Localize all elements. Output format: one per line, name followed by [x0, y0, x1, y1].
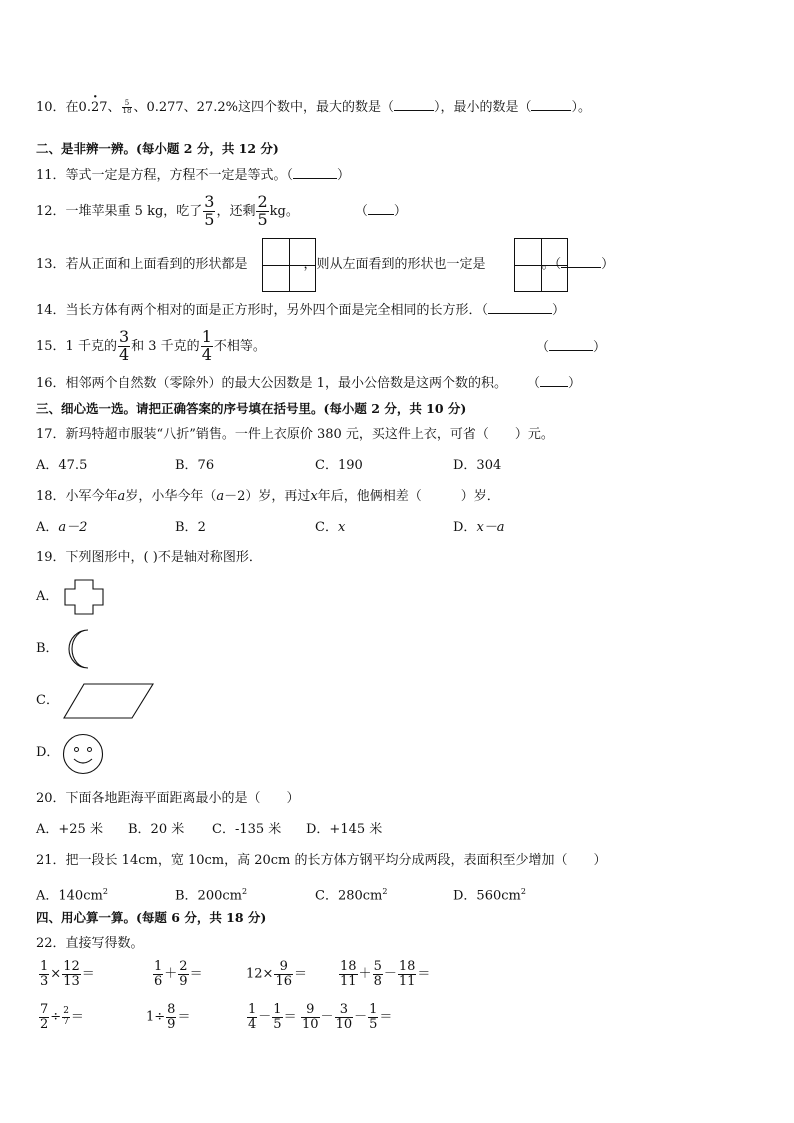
option-c[interactable]: C． [36, 693, 59, 708]
question-15: 15．1 千克的 $\frac{3}{4}$ 和 3 千克的 $\frac{1}{4}$ 不相等。 [36, 327, 266, 364]
question-15-answer: （ ） [536, 340, 607, 355]
option-a[interactable]: A．47.5 [36, 458, 88, 473]
question-12: 12．一堆苹果重 5 kg，吃了 $\frac{3}{5}$ ，还剩 $\frac{2}{5}$ kg。 （ ） [36, 192, 407, 229]
answer-blank[interactable] [531, 98, 571, 111]
question-13: 13．若从正面和上面看到的形状都是 ，则从左面看到的形状也一定是 。（ ） [36, 257, 615, 272]
question-20: 20．下面各地距海平面距离最小的是（ ） [36, 791, 300, 806]
option-a[interactable]: A． [36, 589, 59, 604]
option-c[interactable]: C．190 [315, 458, 363, 473]
answer-blank[interactable] [293, 166, 337, 179]
question-21: 21．把一段长 14cm，宽 10cm，高 20cm 的长方体方钢平均分成两段，表面积至少增加（ ） [36, 853, 607, 868]
calc-expression-6: 1÷ $\frac{8}{9}$ ＝ [146, 1002, 191, 1032]
calc-expression-4: $\frac{18}{11}$ ＋ $\frac{5}{8}$ － $\frac{18}{11}$ ＝ [340, 959, 431, 989]
repeating-decimal: · 27 [91, 100, 108, 115]
option-b[interactable]: B．2 [175, 520, 206, 535]
option-a[interactable]: A．+25 米 [36, 822, 103, 837]
question-18: 18．小军今年a岁，小华今年（a－2）岁，再过x年后，他俩相差（ ）岁． [36, 489, 500, 504]
crescent-moon-icon [62, 628, 96, 670]
section-2-title: 二、是非辨一辨。(每小题 2 分，共 12 分) [36, 141, 279, 156]
fraction: $\frac{2}{5}$ [257, 192, 268, 229]
calc-expression-1: $\frac{1}{3}$ × $\frac{12}{13}$ ＝ [40, 959, 95, 989]
question-11: 11．等式一定是方程，方程不一定是等式。（ ） [36, 168, 351, 183]
parallelogram-icon [62, 682, 156, 720]
cross-shape-icon [64, 579, 104, 615]
calc-expression-2: $\frac{1}{6}$ ＋ $\frac{2}{9}$ ＝ [154, 959, 203, 989]
fraction: $\frac{3}{5}$ [204, 192, 215, 229]
answer-blank[interactable] [394, 98, 434, 111]
fraction: $\frac{3}{4}$ [118, 327, 130, 364]
option-d[interactable]: D．$560cm^2$ [453, 887, 526, 904]
option-a[interactable]: A．a－2 [36, 520, 88, 535]
option-d[interactable]: D．+145 米 [306, 822, 383, 837]
question-10: 10．在0.· 27、 $\frac{5}{18}$ 、0.277、27.2%这四个数中，最大的数是（ ），最小的数是（ ）。 [36, 98, 591, 117]
option-b[interactable]: B．76 [175, 458, 215, 473]
section-4-title: 四、用心算一算。(每题 6 分，共 18 分) [36, 910, 267, 925]
section-3-title: 三、细心选一选。请把正确答案的序号填在括号里。(每小题 2 分，共 10 分) [36, 401, 467, 416]
option-c[interactable]: C．-135 米 [212, 822, 282, 837]
calc-expression-5: $\frac{7}{2}$ ÷ $\frac{2}{7}$ ＝ [40, 1002, 84, 1032]
question-19: 19．下列图形中，( )不是轴对称图形． [36, 550, 262, 565]
option-b[interactable]: B． [36, 641, 59, 656]
square-grid-figure [514, 238, 568, 292]
square-grid-figure [262, 238, 316, 292]
calc-expression-7: $\frac{1}{4}$ － $\frac{1}{5}$ ＝ [248, 1002, 297, 1032]
answer-blank[interactable] [368, 202, 394, 215]
answer-blank[interactable] [488, 301, 552, 314]
option-a[interactable]: A．$140cm^2$ [36, 887, 108, 904]
option-c[interactable]: C．x [315, 520, 346, 535]
question-17: 17．新玛特超市服装“八折”销售。一件上衣原价 380 元，买这件上衣，可省（ ）元。 [36, 427, 554, 442]
question-16: 16．相邻两个自然数（零除外）的最大公因数是 1，最小公倍数是这两个数的积。 （ ） [36, 376, 581, 391]
answer-blank[interactable] [549, 338, 593, 351]
smiley-face-icon [62, 733, 104, 775]
option-c[interactable]: C．$280cm^2$ [315, 887, 388, 904]
fraction: $\frac{5}{18}$ [122, 98, 132, 115]
fraction: $\frac{1}{4}$ [201, 327, 212, 364]
question-22: 22．直接写得数。 [36, 936, 144, 951]
option-d[interactable]: D． [36, 745, 60, 760]
option-b[interactable]: B．20 米 [128, 822, 185, 837]
option-d[interactable]: D．304 [453, 458, 502, 473]
question-14: 14．当长方体有两个相对的面是正方形时，另外四个面是完全相同的长方形．（ ） [36, 303, 566, 318]
calc-expression-8: $\frac{9}{10}$ － $\frac{3}{10}$ － $\frac{1}{5}$ ＝ [302, 1002, 393, 1032]
answer-blank[interactable] [540, 374, 568, 387]
calc-expression-3: 12× $\frac{9}{16}$ ＝ [246, 959, 307, 989]
option-d[interactable]: D．x－a [453, 520, 505, 535]
option-b[interactable]: B．$200cm^2$ [175, 887, 248, 904]
